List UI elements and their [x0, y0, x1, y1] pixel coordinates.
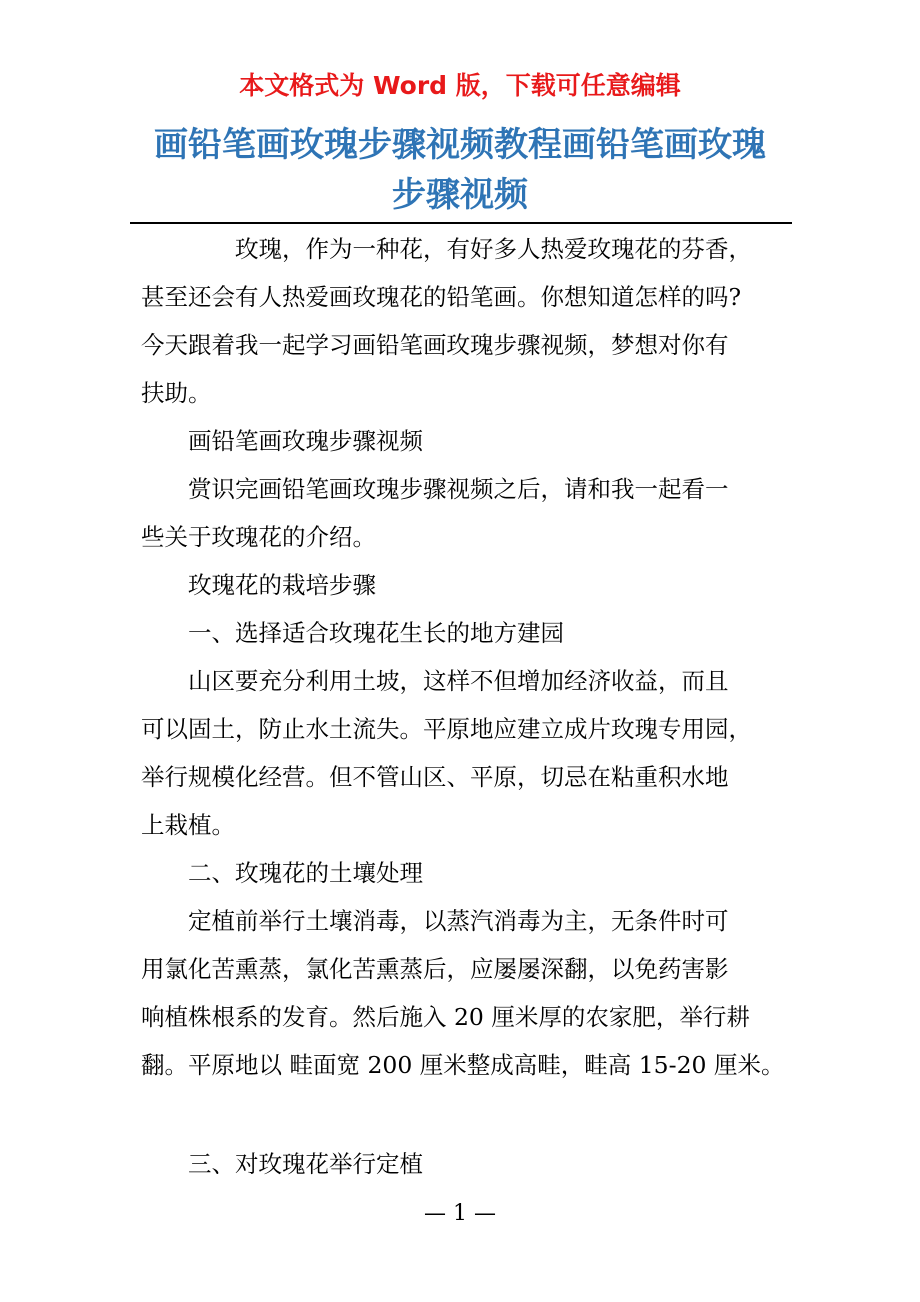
text-line: 一、选择适合玫瑰花生长的地方建园 [141, 619, 564, 647]
text-line: 用氯化苦熏蒸，氯化苦熏蒸后，应屡屡深翻，以免药害影 [141, 955, 729, 983]
text-line: 响植株根系的发育。然后施入 20 厘米厚的农家肥，举行耕 [141, 1003, 750, 1031]
text-line: 定植前举行土壤消毒，以蒸汽消毒为主，无条件时可 [141, 907, 729, 935]
title-line-2: 步骤视频 [392, 175, 528, 215]
paragraph-video-heading [141, 417, 791, 465]
text-line: 画铅笔画玫瑰步骤视频 [141, 427, 423, 455]
text-line: 山区要充分利用土坡，这样不但增加经济收益，而且 [141, 667, 729, 695]
text-line: 赏识完画铅笔画玫瑰步骤视频之后，请和我一起看一 [141, 475, 729, 503]
title-divider [130, 222, 792, 224]
title-line-1: 画铅笔画玫瑰步骤视频教程画铅笔画玫瑰 [154, 125, 766, 165]
text-line: 些关于玫瑰花的介绍。 [141, 523, 376, 551]
text-line: 玫瑰，作为一种花，有好多人热爱玫瑰花的芬香， [141, 235, 752, 263]
text-line: 甚至还会有人热爱画玫瑰花的铅笔画。你想知道怎样的吗? [141, 283, 742, 311]
format-notice: 本文格式为 Word 版，下载可任意编辑 [239, 71, 681, 100]
text-line: 三、对玫瑰花举行定植 [141, 1150, 423, 1178]
text-line: 翻。平原地以 畦面宽 200 厘米整成高畦，畦高 15-20 厘米。 [141, 1051, 785, 1079]
text-line: 可以固土，防止水土流失。平原地应建立成片玫瑰专用园， [141, 715, 752, 743]
paragraph-step-1 [141, 657, 791, 849]
text-line: 扶助。 [141, 379, 212, 407]
page-number: — 1 — [424, 1201, 496, 1226]
section-heading-cultivation [141, 561, 791, 609]
paragraph-intro [141, 225, 791, 417]
text-line: 举行规模化经营。但不管山区、平原，切忌在粘重积水地 [141, 763, 729, 791]
step-heading-3 [141, 1140, 791, 1188]
step-heading-2 [141, 849, 791, 897]
text-line: 上栽植。 [141, 811, 235, 839]
paragraph-step-2 [141, 897, 791, 1089]
document-title [130, 120, 790, 220]
text-line: 二、玫瑰花的土壤处理 [141, 859, 423, 887]
text-line: 今天跟着我一起学习画铅笔画玫瑰步骤视频，梦想对你有 [141, 331, 729, 359]
paragraph-transition [141, 465, 791, 561]
text-line: 玫瑰花的栽培步骤 [141, 571, 376, 599]
step-heading-1 [141, 609, 791, 657]
